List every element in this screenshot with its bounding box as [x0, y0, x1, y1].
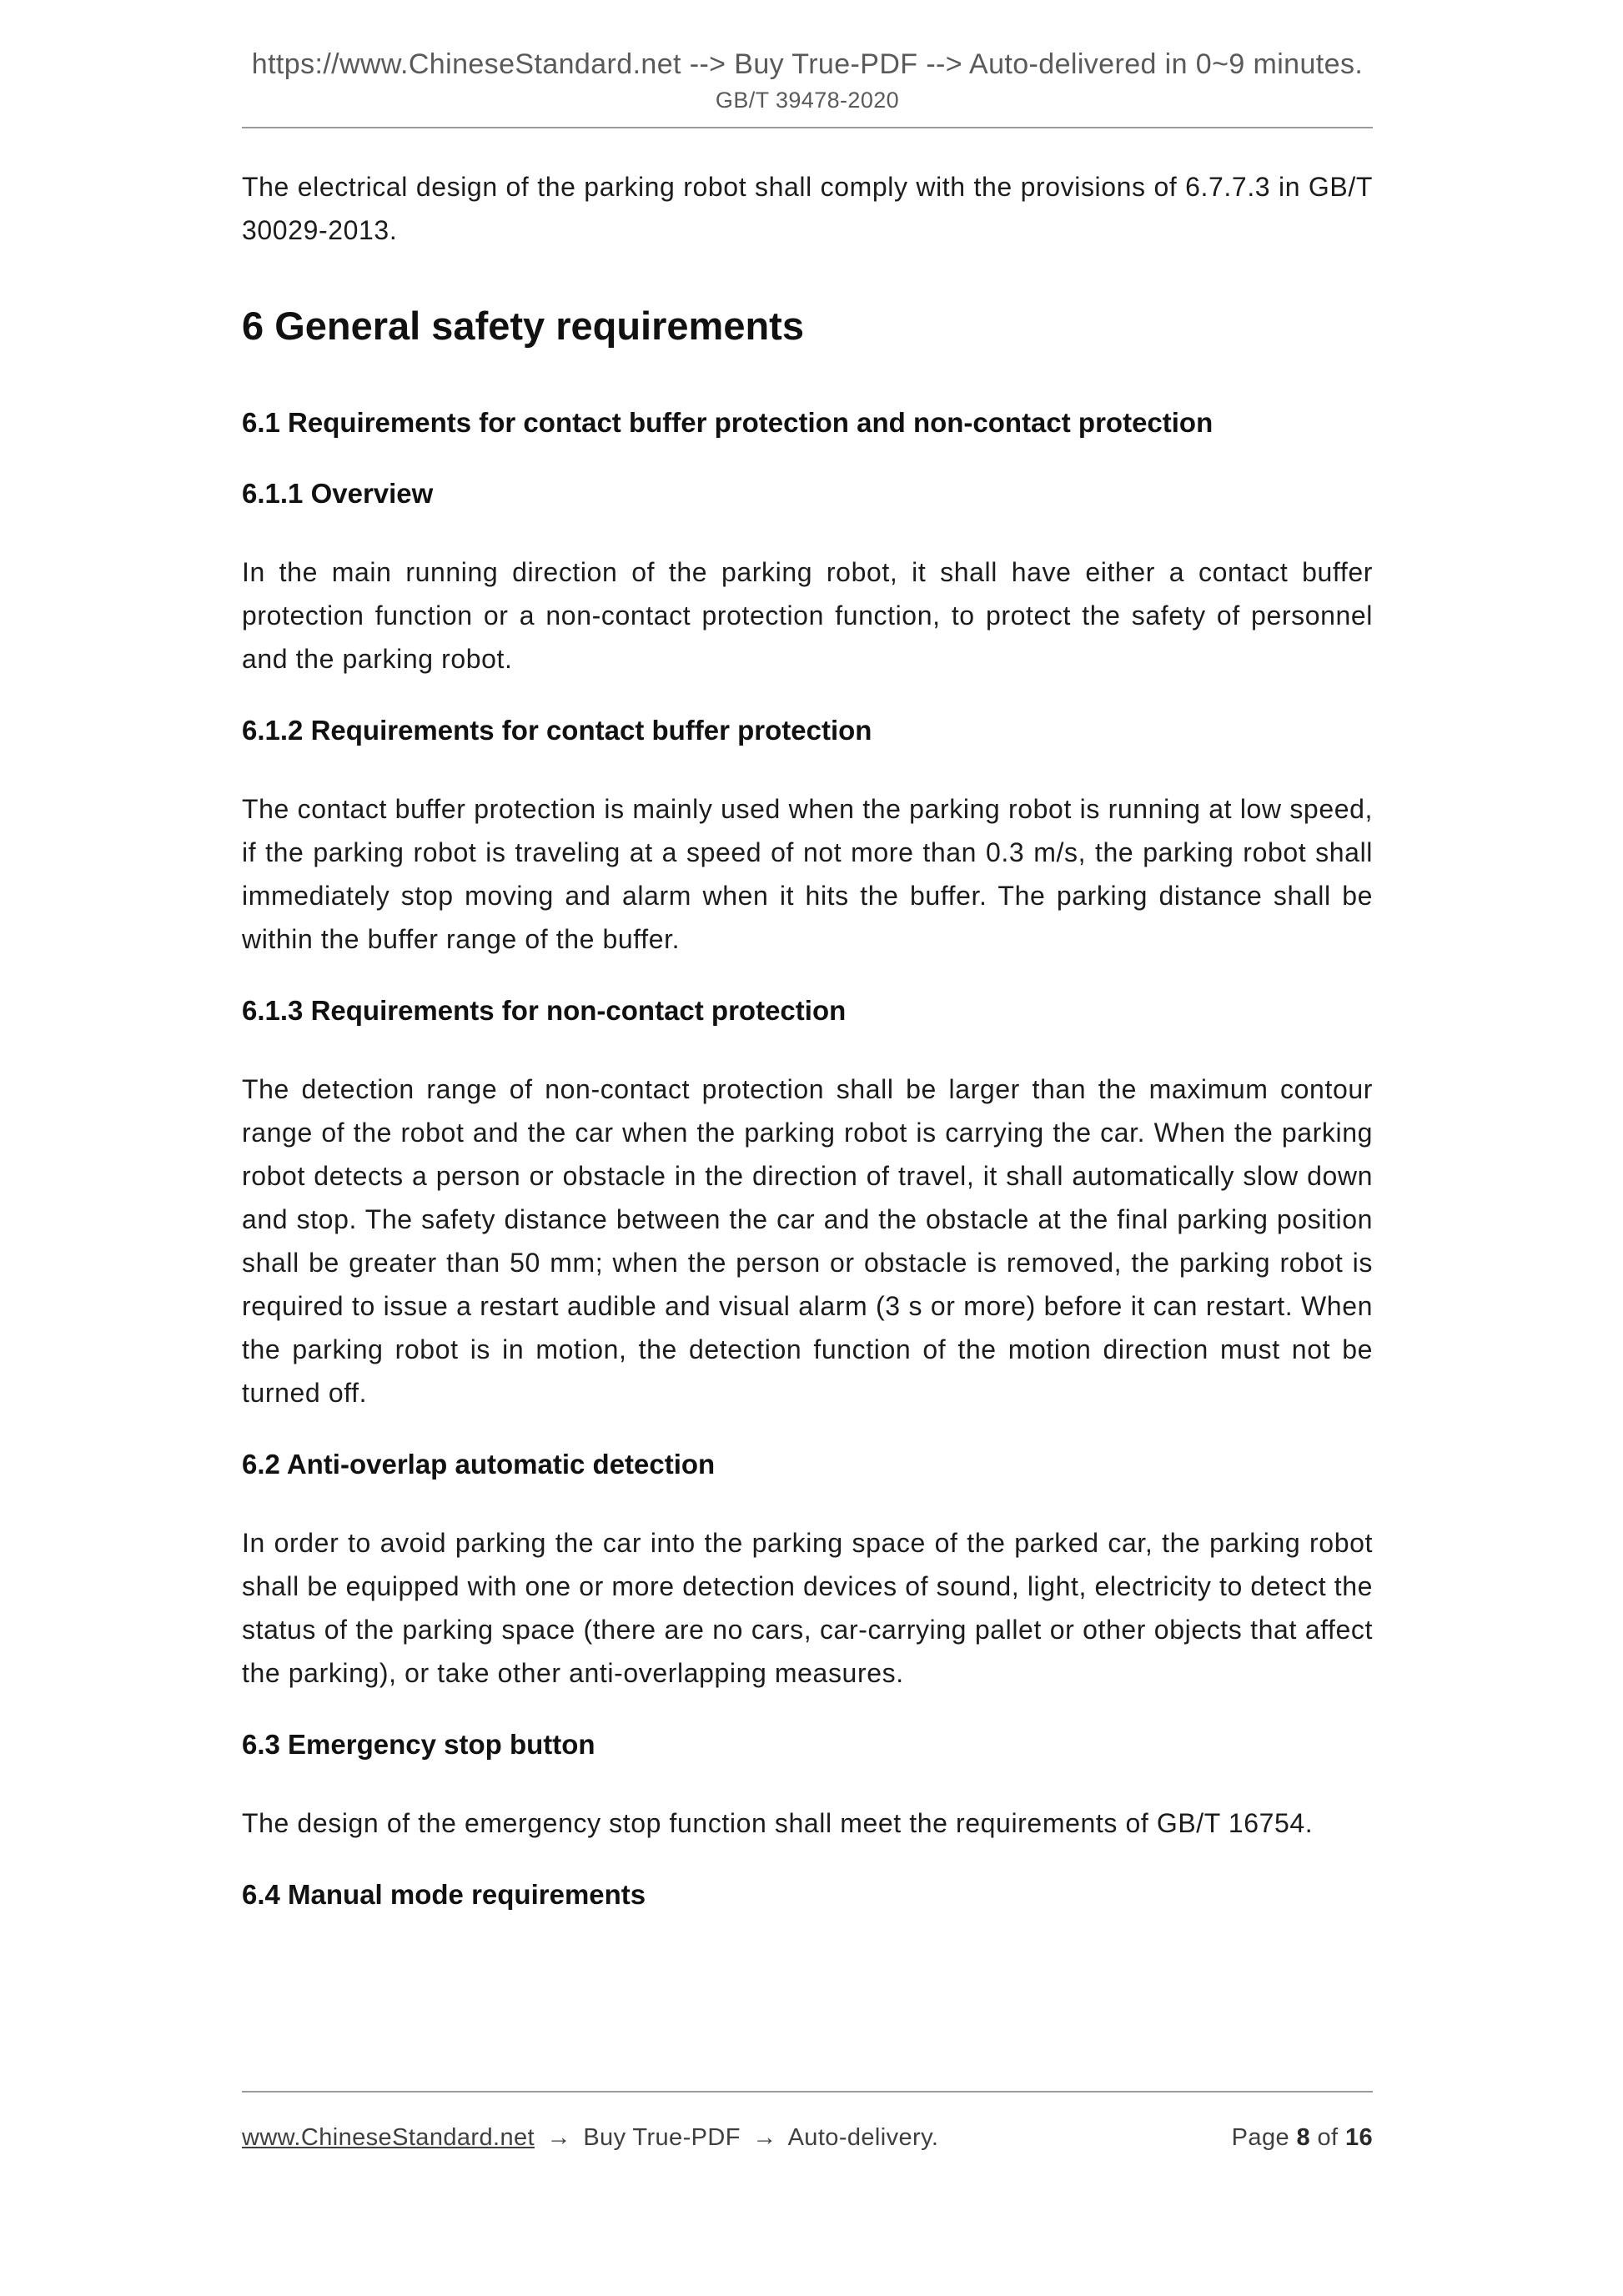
- section-paragraph-6-2: In order to avoid parking the car into the parking space of the parked car, the parking robot shall be equipped with one or more detection devices of sound, light, electricity to detect the status of the parking space (there are no cars, car-carrying pallet or other objects that affect the parking), or take other anti-overlapping measures.: [242, 1527, 1373, 1688]
- page-label: Page: [1231, 2124, 1289, 2151]
- footer-delivery-label: Auto-delivery.: [787, 2124, 939, 2151]
- page-footer: [242, 2091, 1373, 2152]
- section-paragraph-6-1-3: The detection range of non-contact protection shall be larger than the maximum contour range of the robot and the car when the parking robot is carrying the car. When the parking robot detects a person or obstacle in the direction of travel, it shall automatically slow down and stop. The safety distance between the car and the obstacle at the final parking position shall be greater than 50 mm; when the person or obstacle is removed, the parking robot is required to issue a restart audible and visual alarm (3 s or more) before it can restart. When the parking robot is in motion, the detection function of the motion direction must not be turned off.: [242, 1073, 1373, 1408]
- footer-arrow-icon: →: [546, 2124, 571, 2151]
- section-heading-6-4: 6.4 Manual mode requirements: [242, 1878, 646, 1910]
- header-doc-code: GB/T 39478-2020: [715, 87, 900, 113]
- section-heading-6-1: 6.1 Requirements for contact buffer protection and non-contact protection: [242, 406, 1213, 438]
- section-heading-6-1-3: 6.1.3 Requirements for non-contact protection: [242, 994, 847, 1026]
- section-heading-6-2: 6.2 Anti-overlap automatic detection: [242, 1448, 716, 1480]
- footer-site-link[interactable]: www.ChineseStandard.net: [242, 2124, 535, 2151]
- section-paragraph-6-1-2: The contact buffer protection is mainly used when the parking robot is running at low speed, if the parking robot is traveling at a speed of not more than 0.3 m/s, the parking robot shall immediately stop moving and alarm when it hits the buffer. The parking distance shall be within the buffer range of the buffer.: [242, 793, 1373, 954]
- of-label: of: [1317, 2124, 1339, 2151]
- document-content: [0, 128, 1623, 1912]
- section-paragraph-6-1-1: In the main running direction of the parking robot, it shall have either a contact buffer protection function or a non-contact protection function, to protect the safety of personnel and the parking robot.: [242, 556, 1373, 674]
- section-heading-6-1-1: 6.1.1 Overview: [242, 477, 434, 509]
- section-paragraph-6-3: The design of the emergency stop function shall meet the requirements of GB/T 16754.: [242, 1807, 1314, 1838]
- footer-promo: [242, 2124, 938, 2152]
- page-current: 8: [1296, 2124, 1310, 2151]
- footer-buy-label: Buy True-PDF: [583, 2124, 741, 2151]
- section-heading-6-1-2: 6.1.2 Requirements for contact buffer protection: [242, 714, 872, 746]
- section-heading-6-3: 6.3 Emergency stop button: [242, 1728, 595, 1760]
- chapter-heading: 6 General safety requirements: [242, 303, 804, 348]
- header-promo-line: https://www.ChineseStandard.net --> Buy True-PDF --> Auto-delivered in 0~9 minutes.: [251, 48, 1364, 80]
- footer-arrow-icon: →: [752, 2124, 777, 2151]
- page-indicator: [1232, 2124, 1373, 2152]
- page-total: 16: [1344, 2124, 1373, 2151]
- intro-paragraph: The electrical design of the parking robot shall comply with the provisions of 6.7.7.3 in GB/T 30029-2013.: [242, 171, 1373, 245]
- page-header: [0, 0, 1623, 113]
